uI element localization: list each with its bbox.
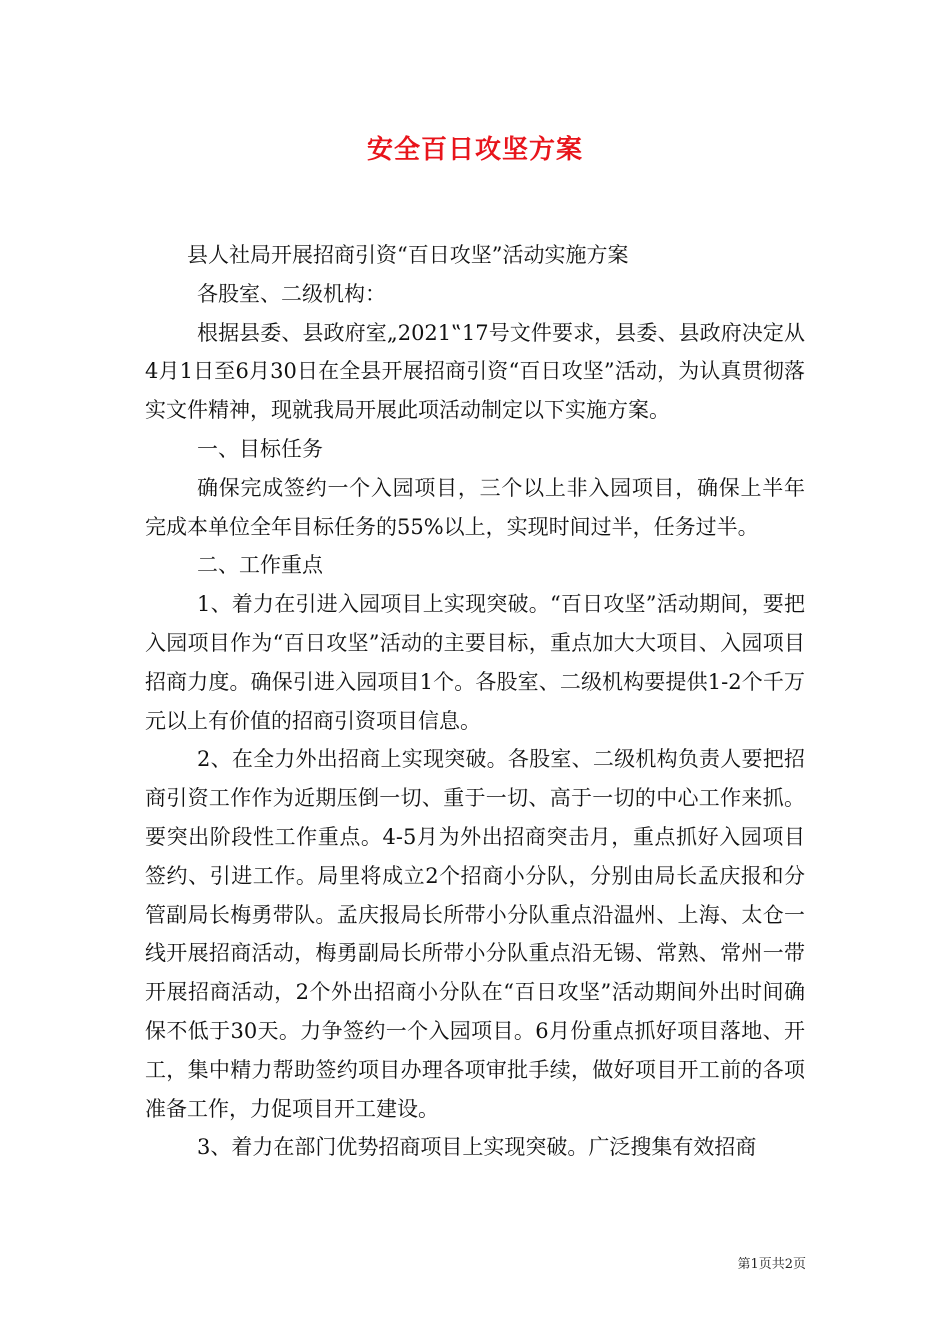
paragraph-item-2: 2、在全力外出招商上实现突破。各股室、二级机构负责人要把招商引资工作作为近期压倒一切、重于一切、高于一切的中心工作来抓。要突出阶段性工作重点。4-5月为外出招商突击月，重点抓好入园项目签约、引进工作。局里将成立2个招商小分队，分别由局长孟庆报和分管副局长梅勇带队。孟庆报局长所带小分队重点沿温州、上海、太仓一线开展招商活动，梅勇副局长所带小分队重点沿无锡、常熟、常州一带开展招商活动，2个外出招商小分队在“百日攻坚”活动期间外出时间确保不低于30天。力争签约一个入园项目。6月份重点抓好项目落地、开工，集中精力帮助签约项目办理各项审批手续，做好项目开工前的各项准备工作，力促项目开工建设。 <box>145 747 805 1121</box>
heading-key-work: 二、工作重点 <box>197 553 323 578</box>
document-body <box>145 236 805 1167</box>
page-number: 第1页共2页 <box>737 1257 806 1272</box>
paragraph-intro: 根据县委、县政府室„2021‟17号文件要求，县委、县政府决定从4月1日至6月30日在全县开展招商引资“百日攻坚”活动，为认真贯彻落实文件精神，现就我局开展此项活动制定以下实施方案。 <box>145 320 805 423</box>
paragraph-salutation: 各股室、二级机构： <box>197 281 386 306</box>
paragraph-item-3: 3、着力在部门优势招商项目上实现突破。广泛搜集有效招商 <box>197 1135 757 1160</box>
paragraph-subtitle: 县人社局开展招商引资“百日攻坚”活动实施方案 <box>187 243 629 267</box>
paragraph-goals: 确保完成签约一个入园项目，三个以上非入园项目，确保上半年完成本单位全年目标任务的55%以上，实现时间过半，任务过半。 <box>145 475 805 539</box>
document-title: 安全百日攻坚方案 <box>366 135 583 165</box>
heading-goals: 一、目标任务 <box>197 436 323 461</box>
paragraph-item-1: 1、着力在引进入园项目上实现突破。“百日攻坚”活动期间，要把入园项目作为“百日攻坚”活动的主要目标，重点加大大项目、入园项目招商力度。确保引进入园项目1个。各股室、二级机构要提供1-2个千万元以上有价值的招商引资项目信息。 <box>145 592 805 733</box>
